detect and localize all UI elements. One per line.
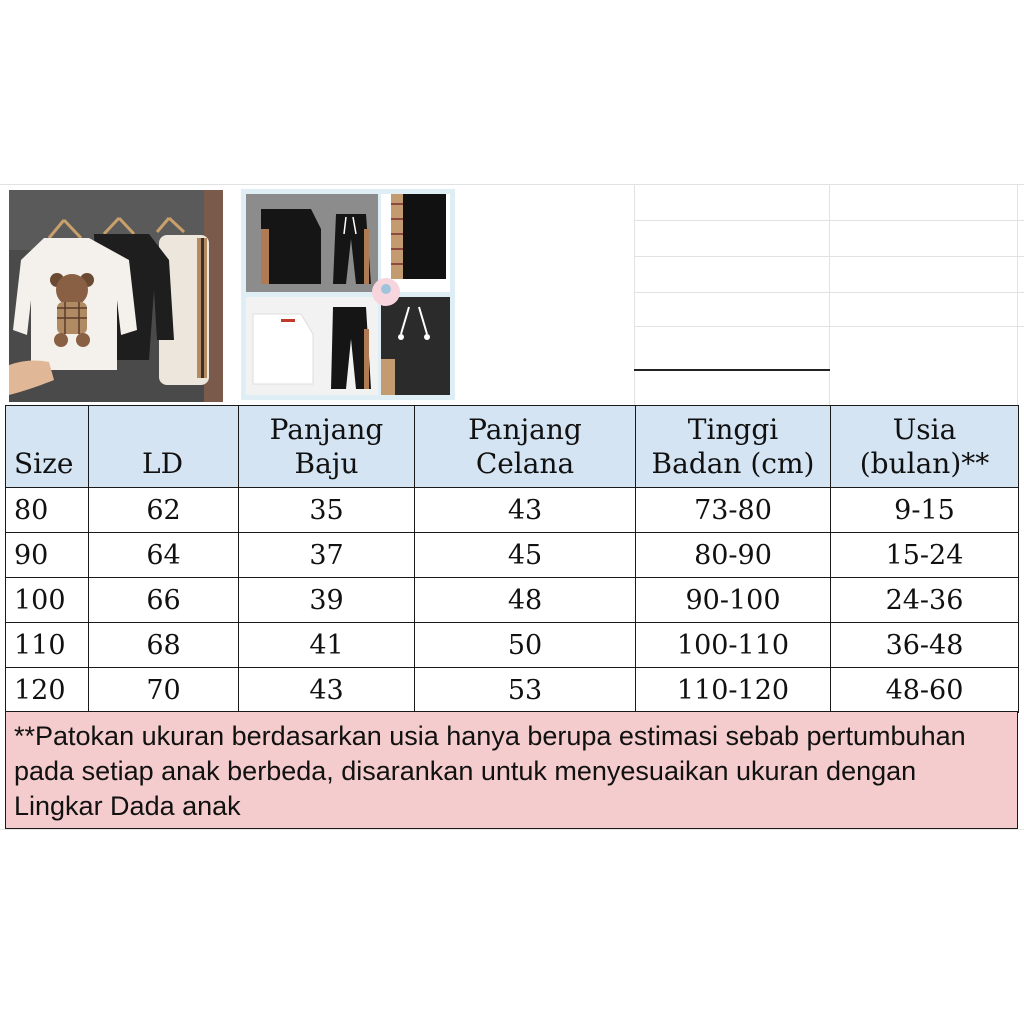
table-row [6,578,1019,623]
header-panjang-baju: Panjang Baju [239,406,415,488]
cell-ld: 64 [89,533,239,578]
cell-panjang-celana: 45 [415,533,636,578]
cell-tinggi-badan: 110-120 [636,668,831,713]
size-estimate-note: **Patokan ukuran berdasarkan usia hanya berupa estimasi sebab pertumbuhan pada setiap anak berbeda, disarankan untuk menyesuaikan ukuran dengan Lingkar Dada anak [5,711,1018,829]
header-ld: LD [89,406,239,488]
cell-usia: 9-15 [831,488,1019,533]
table-row [6,623,1019,668]
header-usia: Usia (bulan)** [831,406,1019,488]
cell-panjang-baju: 43 [239,668,415,713]
cell-usia: 36-48 [831,623,1019,668]
cell-tinggi-badan: 73-80 [636,488,831,533]
cell-tinggi-badan: 80-90 [636,533,831,578]
header-tinggi-badan: Tinggi Badan (cm) [636,406,831,488]
cell-tinggi-badan: 100-110 [636,623,831,668]
cell-ld: 66 [89,578,239,623]
header-size: Size [6,406,89,488]
table-row [6,668,1019,713]
cell-size: 90 [6,533,89,578]
cell-size: 110 [6,623,89,668]
cell-panjang-baju: 35 [239,488,415,533]
cell-panjang-celana: 50 [415,623,636,668]
cell-size: 100 [6,578,89,623]
table-header-row [6,406,1019,488]
cell-border-line [634,369,830,371]
size-chart-table [5,405,1019,713]
product-photo-2 [241,189,455,400]
cell-tinggi-badan: 90-100 [636,578,831,623]
cell-usia: 48-60 [831,668,1019,713]
cell-panjang-celana: 43 [415,488,636,533]
cell-panjang-celana: 48 [415,578,636,623]
cell-panjang-baju: 41 [239,623,415,668]
cell-panjang-baju: 37 [239,533,415,578]
cell-usia: 24-36 [831,578,1019,623]
table-row [6,488,1019,533]
product-photo-1 [9,190,223,402]
table-row [6,533,1019,578]
cell-usia: 15-24 [831,533,1019,578]
cell-ld: 68 [89,623,239,668]
cell-ld: 70 [89,668,239,713]
cell-ld: 62 [89,488,239,533]
cell-panjang-baju: 39 [239,578,415,623]
cell-panjang-celana: 53 [415,668,636,713]
header-panjang-celana: Panjang Celana [415,406,636,488]
cell-size: 120 [6,668,89,713]
cell-size: 80 [6,488,89,533]
spreadsheet-grid-bottom [0,829,1024,830]
